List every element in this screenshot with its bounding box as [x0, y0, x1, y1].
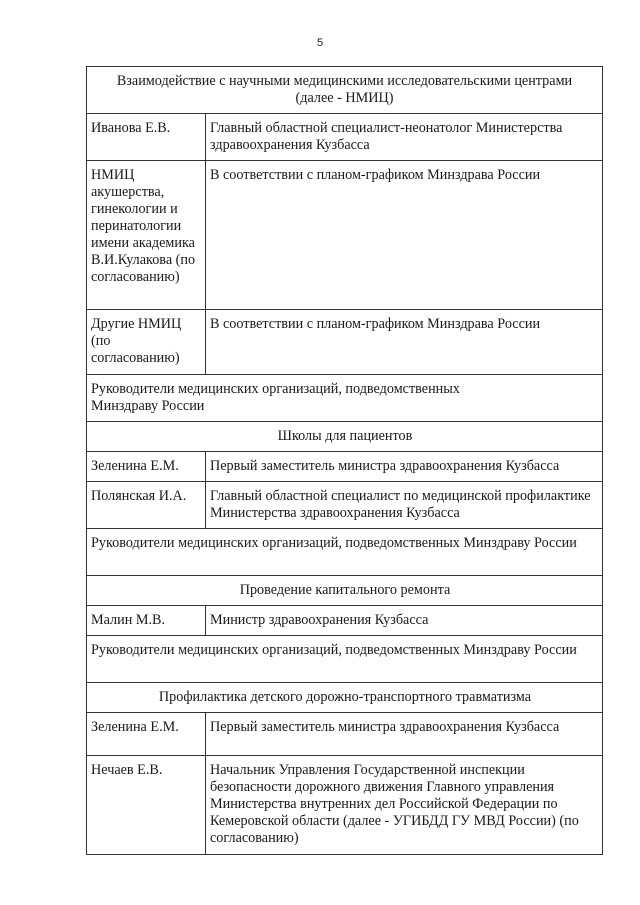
- table-row: [87, 606, 603, 636]
- section-note: Руководители медицинских организаций, подведомственных Минздраву России: [87, 636, 603, 683]
- table-row: [87, 310, 603, 375]
- section-note: Руководители медицинских организаций, подведомственных Минздраву России: [87, 529, 603, 576]
- note-row: [87, 636, 603, 683]
- person-role: В соответствии с планом-графиком Минздрава России: [206, 310, 603, 375]
- table-row: [87, 161, 603, 310]
- person-name: Зеленина Е.М.: [87, 713, 206, 756]
- person-name: Зеленина Е.М.: [87, 452, 206, 482]
- person-role: Министр здравоохранения Кузбасса: [206, 606, 603, 636]
- person-role: Начальник Управления Государственной инспекции безопасности дорожного движения Главного управления Министерства внутренних дел Российской Федерации по Кемеровской области (далее - УГИБДД ГУ МВД России) (по согласованию): [206, 756, 603, 855]
- person-role: В соответствии с планом-графиком Минздрава России: [206, 161, 603, 310]
- table-row: [87, 756, 603, 855]
- person-role: Главный областной специалист-неонатолог Министерства здравоохранения Кузбасса: [206, 114, 603, 161]
- person-name: Другие НМИЦ (по согласованию): [87, 310, 206, 375]
- section-heading: Школы для пациентов: [87, 422, 603, 452]
- section-note: [87, 375, 603, 422]
- person-role: Первый заместитель министра здравоохранения Кузбасса: [206, 713, 603, 756]
- section-heading: Проведение капитального ремонта: [87, 576, 603, 606]
- person-role: Главный областной специалист по медицинской профилактике Министерства здравоохранения Кузбасса: [206, 482, 603, 529]
- note-row: [87, 529, 603, 576]
- table-row: [87, 482, 603, 529]
- table-row: [87, 452, 603, 482]
- note-text: Руководители медицинских организаций, подведомственных Минздраву России: [91, 381, 460, 414]
- person-name: Малин М.В.: [87, 606, 206, 636]
- person-name: НМИЦ акушерства, гинекологии и перинатологии имени академика В.И.Кулакова (по согласованию): [87, 161, 206, 310]
- person-name: Полянская И.А.: [87, 482, 206, 529]
- person-role: Первый заместитель министра здравоохранения Кузбасса: [206, 452, 603, 482]
- person-name: Иванова Е.В.: [87, 114, 206, 161]
- section-heading-row: [87, 576, 603, 606]
- note-row: [87, 375, 603, 422]
- page-number: 5: [316, 37, 324, 49]
- responsibility-table: [86, 66, 603, 855]
- person-name: Нечаев Е.В.: [87, 756, 206, 855]
- section-heading-row: [87, 67, 603, 114]
- section-heading-row: [87, 683, 603, 713]
- section-heading: Взаимодействие с научными медицинскими исследовательскими центрами (далее - НМИЦ): [87, 67, 603, 114]
- section-heading: Профилактика детского дорожно-транспортного травматизма: [87, 683, 603, 713]
- section-heading-row: [87, 422, 603, 452]
- table-row: [87, 114, 603, 161]
- table-row: [87, 713, 603, 756]
